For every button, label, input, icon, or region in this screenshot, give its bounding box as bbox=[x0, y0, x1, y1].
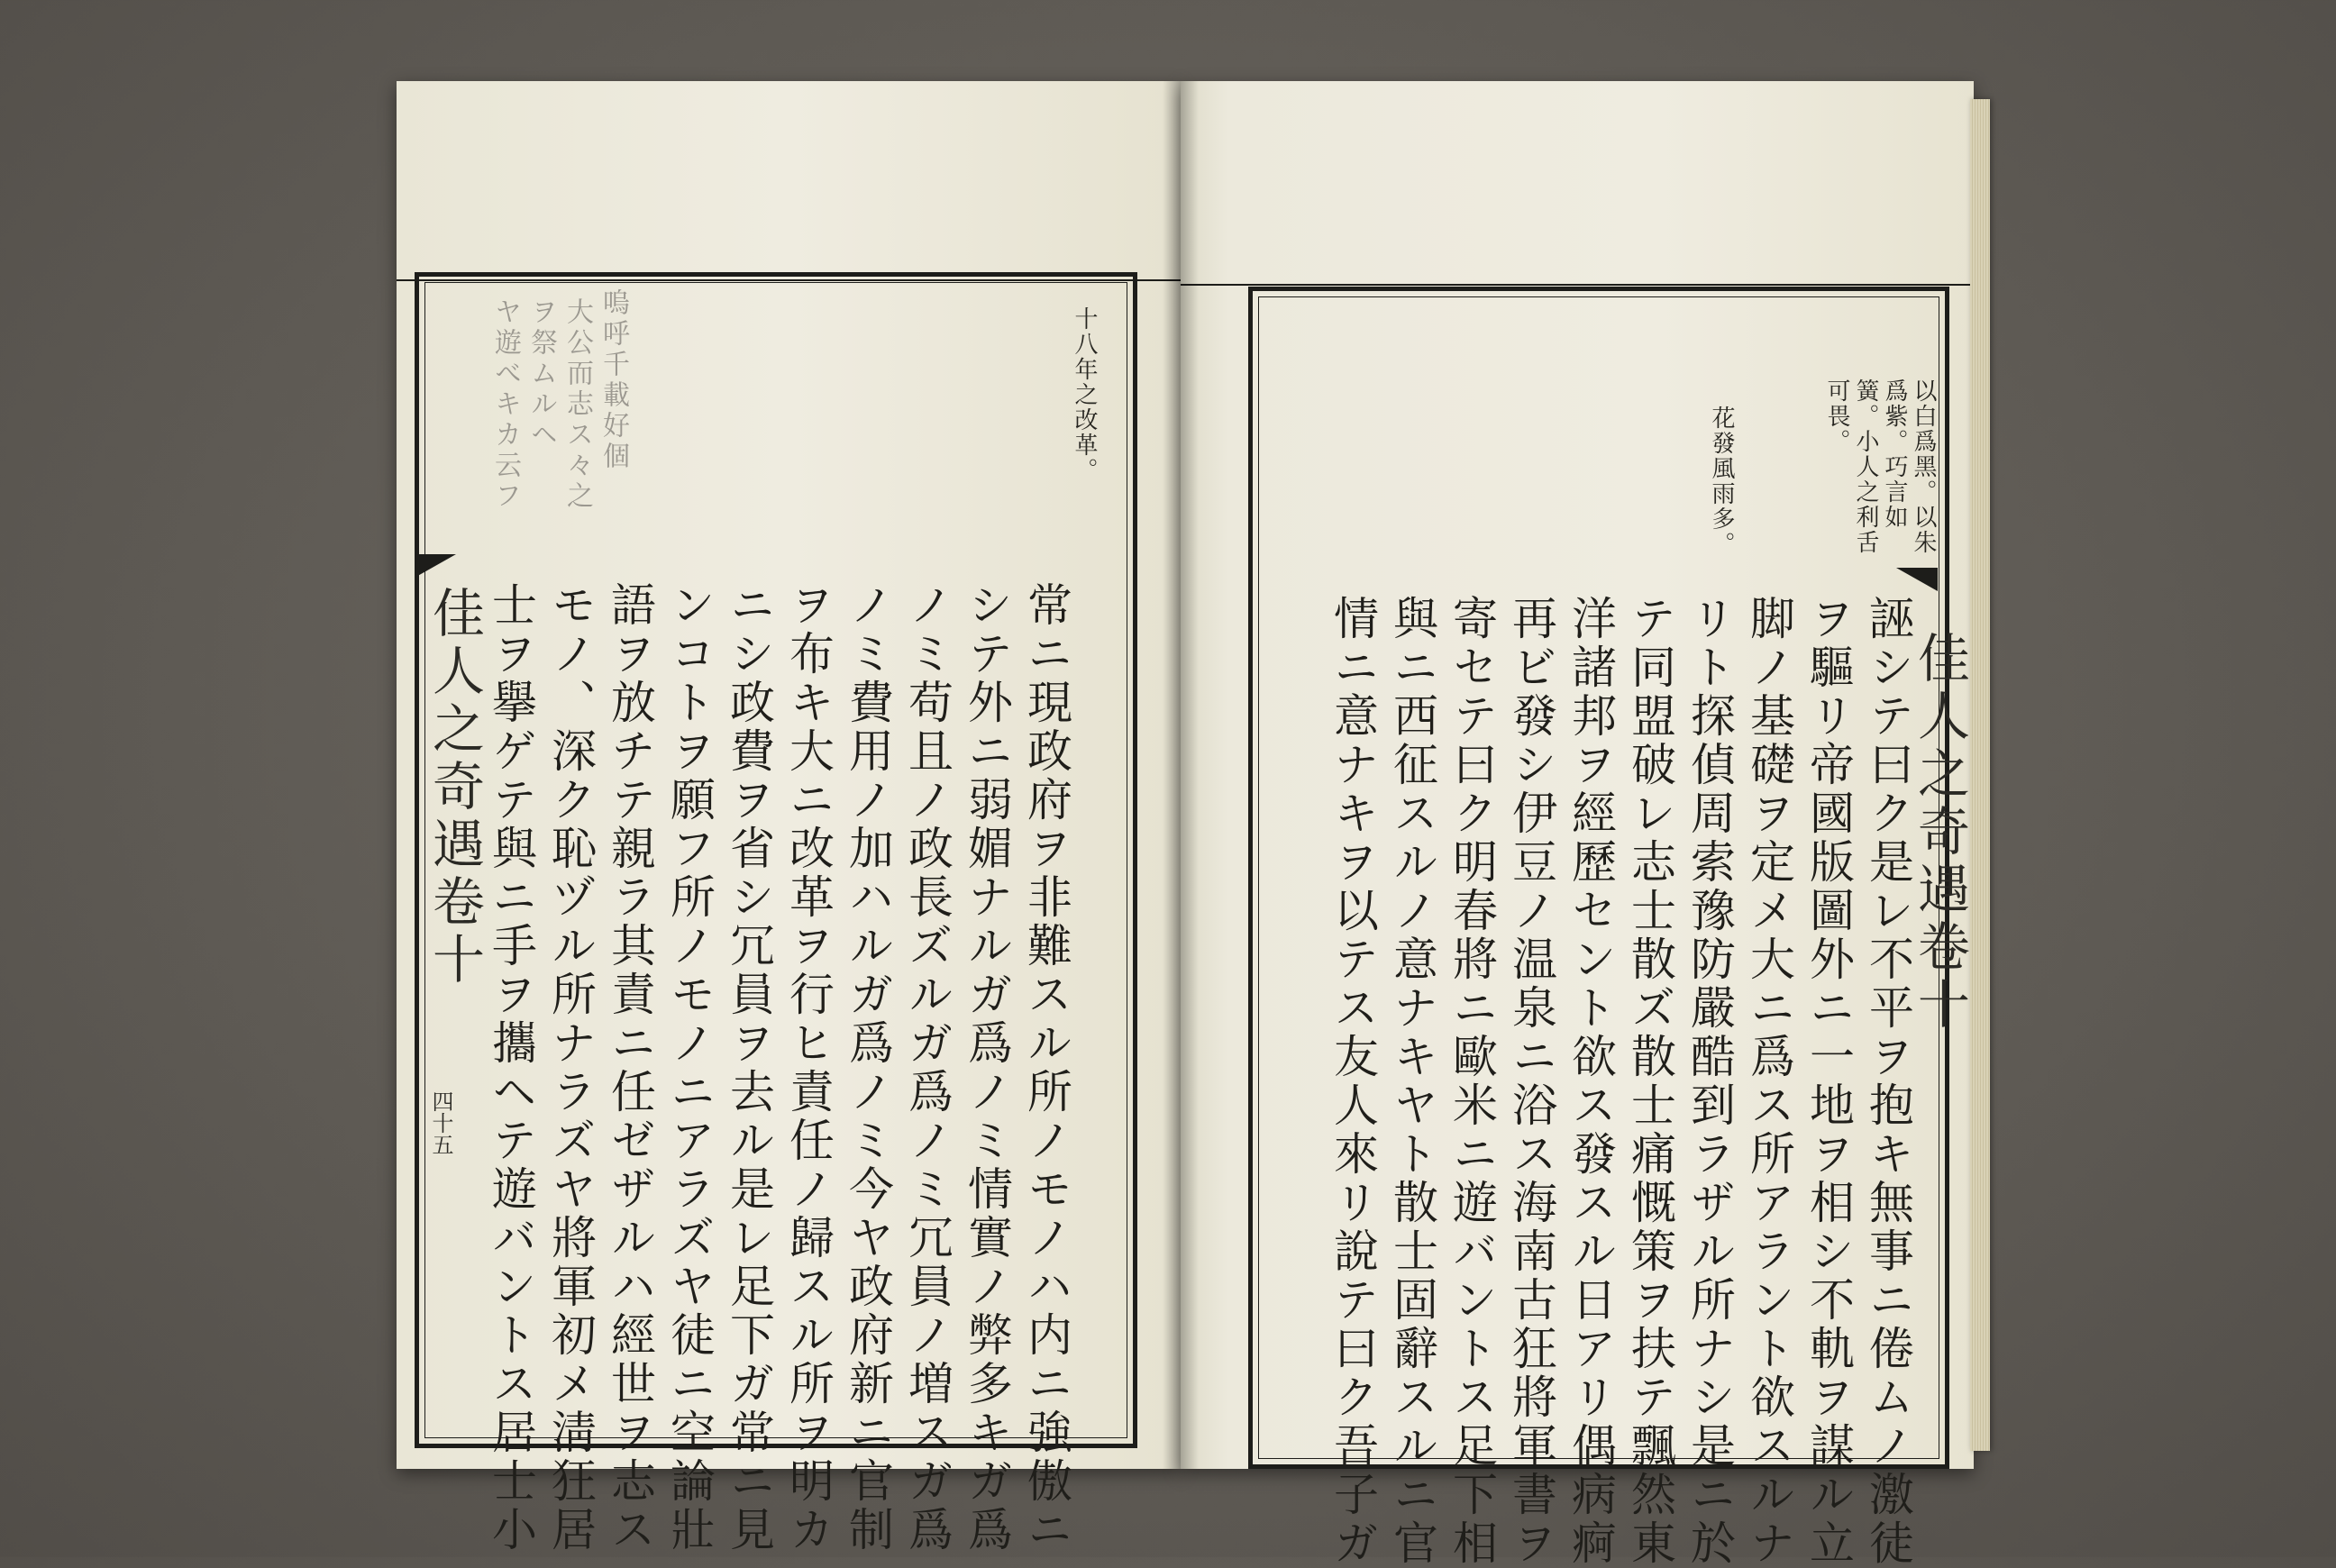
right-text-column-4: リト探偵周索豫防嚴酷到ラザル所ナシ是ニ於 bbox=[1684, 595, 1736, 1568]
left-text-column-5: ヲ布キ大ニ改革ヲ行ヒ責任ノ歸スル所ヲ明カ bbox=[782, 581, 835, 1554]
left-text-column-2: シテ外ニ弱媚ナルガ爲ノミ情實ノ弊多キガ爲 bbox=[961, 581, 1013, 1554]
right-margin-title: 佳人之奇遇卷十 bbox=[1909, 631, 1970, 1035]
right-page bbox=[1181, 81, 1974, 1568]
left-text-column-7: ンコトヲ願フ所ノモノニアラズヤ徒ニ空論壯 bbox=[663, 581, 716, 1554]
pencil-note-line-4: ヤ遊べキカ云フ bbox=[489, 297, 521, 512]
left-text-column-4: ノミ費用ノ加ハルガ爲ノミ今ヤ政府新ニ官制 bbox=[842, 581, 894, 1554]
left-text-column-6: ニシ政費ヲ省シ冗員ヲ去ル是レ足下ガ常ニ見 bbox=[723, 581, 775, 1554]
open-book bbox=[397, 81, 1983, 1568]
left-head-rule bbox=[397, 279, 1181, 281]
right-headnote-2: 花發風雨多。 bbox=[1708, 406, 1735, 557]
left-text-column-10: 士ヲ擧ゲテ與ニ手ヲ攜ヘテ遊バントス居士小 bbox=[485, 581, 537, 1554]
left-page-number: 四十五 bbox=[428, 1090, 453, 1155]
right-head-rule bbox=[1181, 284, 1974, 286]
left-page bbox=[397, 81, 1181, 1554]
left-text-column-1: 常ニ現政府ヲ非難スル所ノモノハ内ニ強傲ニ bbox=[1020, 581, 1072, 1554]
book-gutter bbox=[1163, 81, 1199, 1469]
right-text-column-2: ヲ驅リ帝國版圖外ニ一地ヲ相シ不軌ヲ謀ル立 bbox=[1802, 595, 1855, 1568]
left-margin-title: 佳人之奇遇卷十 bbox=[424, 586, 485, 989]
pencil-note-line-3: ヲ祭ムルヘ bbox=[525, 297, 557, 451]
right-text-column-1: 誣シテ曰ク是レ不平ヲ抱キ無事ニ倦ムノ激徒 bbox=[1862, 595, 1914, 1568]
left-text-column-9: モノ、深ク恥ヅル所ナラズヤ將軍初メ淸狂居 bbox=[544, 581, 597, 1554]
pencil-note-line-1: 嗚呼千載好個 bbox=[598, 288, 629, 472]
pencil-note-line-2: 大公而志ス々之 bbox=[561, 297, 593, 512]
right-text-column-9: 與ニ西征スルノ意ナキヤト散士固辭スルニ官 bbox=[1386, 595, 1438, 1568]
right-text-column-5: テ同盟破レ志士散ズ散士痛慨策ヲ扶テ飄然東 bbox=[1624, 595, 1676, 1568]
right-headnote-1: 以白爲黑。以朱爲紫。巧言如簧。小人之利舌可畏。 bbox=[1823, 378, 1937, 555]
right-fishtail-mark bbox=[1896, 568, 1938, 591]
right-text-column-7: 再ビ發シ伊豆ノ温泉ニ浴ス海南古狂將軍書ヲ bbox=[1505, 595, 1557, 1568]
left-headnote: 十八年之改革。 bbox=[1071, 306, 1098, 483]
right-text-column-3: 脚ノ基礎ヲ定メ大ニ爲ス所アラント欲スルナ bbox=[1743, 595, 1795, 1568]
left-text-column-3: ノミ苟且ノ政長ズルガ爲ノミ冗員ノ増スガ爲 bbox=[901, 581, 954, 1554]
left-fishtail-mark bbox=[415, 554, 456, 578]
left-text-column-8: 語ヲ放チテ親ラ其責ニ任ゼザルハ經世ヲ志ス bbox=[604, 581, 656, 1554]
right-text-column-8: 寄セテ曰ク明春將ニ歐米ニ遊バントス足下相 bbox=[1446, 595, 1498, 1568]
right-text-column-6: 洋諸邦ヲ經歷セント欲ス發スル日アリ偶病痾 bbox=[1565, 595, 1617, 1568]
right-text-column-10: 情ニ意ナキヲ以テス友人來リ說テ曰ク吾子ガ bbox=[1327, 595, 1379, 1568]
